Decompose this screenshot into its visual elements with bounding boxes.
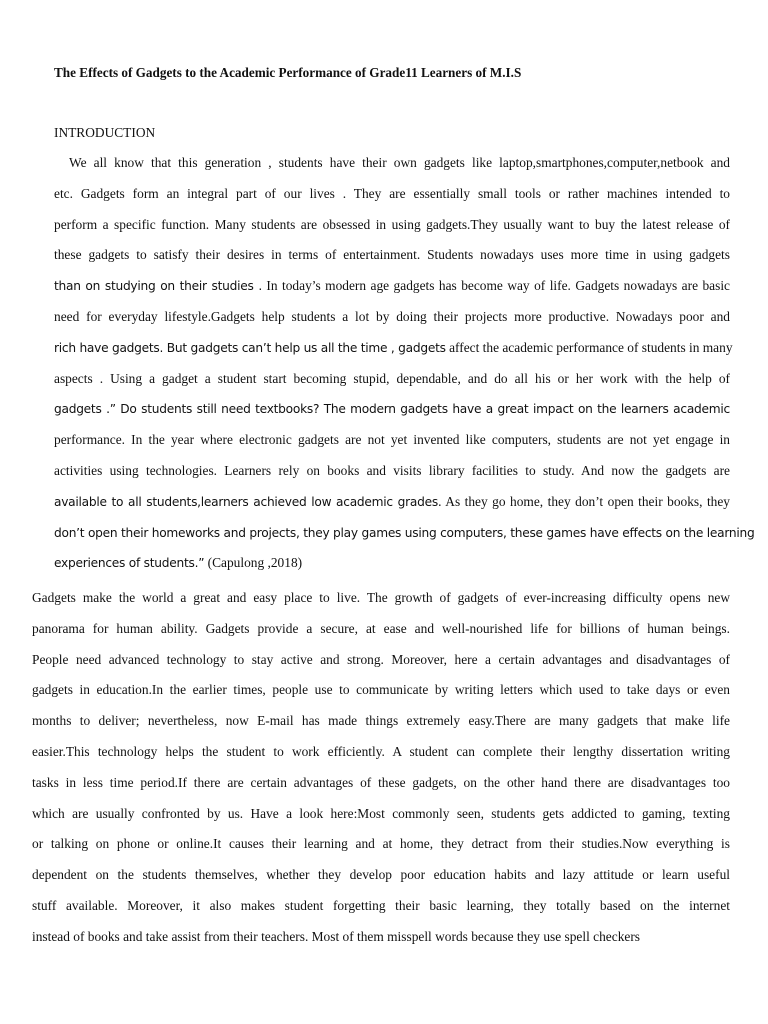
paragraph-line: aspects . Using a gadget a student start becoming stupid, dependable, and do all his or her work with the help of bbox=[54, 370, 730, 386]
line-segment: experiences of students.” bbox=[54, 556, 205, 571]
paragraph-1 bbox=[54, 154, 755, 585]
paragraph-line: Gadgets make the world a great and easy place to live. The growth of gadgets of ever-increasing difficulty opens new bbox=[32, 590, 730, 605]
paragraph-line: activities using technologies. Learners rely on books and visits library facilities to study. And now the gadgets are bbox=[54, 462, 730, 478]
paragraph-line: dependent on the students themselves, whether they develop poor education habits and lazy attitude or learn useful bbox=[32, 867, 730, 883]
paragraph-line: don’t open their homeworks and projects, they play games using computers, these games have effects on the learning bbox=[54, 525, 755, 540]
paragraph-line: performance. In the year where electronic gadgets are not yet invented like computers, students are not yet engage in bbox=[54, 432, 730, 448]
document-title: The Effects of Gadgets to the Academic Performance of Grade11 Learners of M.I.S bbox=[54, 65, 522, 80]
paragraph-line bbox=[54, 277, 730, 308]
paragraph-line: gadgets in education.In the earlier times, people use to communicate by writing letters which used to take days or even bbox=[32, 682, 730, 698]
line-segment: affect the academic performance of students in many bbox=[445, 339, 733, 355]
line-segment: (Capulong ,2018) bbox=[204, 555, 303, 571]
paragraph-line: tasks in less time period.If there are certain advantages of these gadgets, on the other hand there are disadvantages too bbox=[32, 774, 730, 790]
paragraph-line: gadgets .” Do students still need textbooks? The modern gadgets have a great impact on the learners academic bbox=[54, 402, 730, 417]
line-segment: than on studying on their studies . bbox=[54, 279, 262, 294]
line-segment: available to all students,learners achieved low academic grades. bbox=[54, 494, 442, 509]
paragraph-line bbox=[54, 339, 733, 370]
document-page bbox=[32, 64, 755, 944]
paragraph-line: etc. Gadgets form an integral part of our lives . They are essentially small tools or rather machines intended to bbox=[54, 185, 730, 201]
paragraph-line: stuff available. Moreover, it also makes student forgetting their basic learning, they totally based on the internet bbox=[32, 897, 730, 913]
paragraph-line bbox=[54, 493, 730, 524]
paragraph-line: months to deliver; nevertheless, now E-mail has made things extremely easy.There are many gadgets that make life bbox=[32, 713, 730, 729]
paragraph-line: easier.This technology helps the student to work efficiently. A student can complete their lengthy dissertation writing bbox=[32, 743, 730, 759]
paragraph-line: or talking on phone or online.It causes their learning and at home, they detract from their studies.Now everything is bbox=[32, 836, 730, 852]
line-segment: As they go home, they don’t open their books, they bbox=[441, 493, 730, 509]
paragraph-line: which are usually confronted by us. Have a look here:Most commonly seen, students gets addicted to gaming, texting bbox=[32, 805, 730, 821]
paragraph-line: need for everyday lifestyle.Gadgets help students a lot by doing their projects more productive. Nowadays poor and bbox=[54, 308, 730, 324]
paragraph-line bbox=[54, 554, 730, 585]
paragraph-line: panorama for human ability. Gadgets provide a secure, at ease and well-nourished life for billions of human beings. bbox=[32, 620, 730, 636]
paragraph-2 bbox=[32, 589, 730, 959]
paragraph-line: instead of books and take assist from their teachers. Most of them misspell words because they use spell checkers bbox=[32, 928, 640, 944]
paragraph-line: perform a specific function. Many students are obsessed in using gadgets.They usually want to buy the latest release of bbox=[54, 216, 730, 232]
paragraph-line: these gadgets to satisfy their desires in terms of entertainment. Students nowadays uses more time in using gadgets bbox=[54, 247, 730, 263]
line-segment: rich have gadgets. But gadgets can’t help us all the time , gadgets bbox=[54, 340, 446, 355]
paragraph-line: People need advanced technology to stay active and strong. Moreover, here a certain advantages and disadvantages of bbox=[32, 651, 730, 667]
line-segment: In today’s modern age gadgets has become way of life. Gadgets nowadays are basic bbox=[261, 278, 730, 294]
introduction-heading: INTRODUCTION bbox=[54, 125, 156, 140]
paragraph-line: We all know that this generation , students have their own gadgets like laptop,smartphones,computer,netbook and bbox=[69, 155, 730, 170]
